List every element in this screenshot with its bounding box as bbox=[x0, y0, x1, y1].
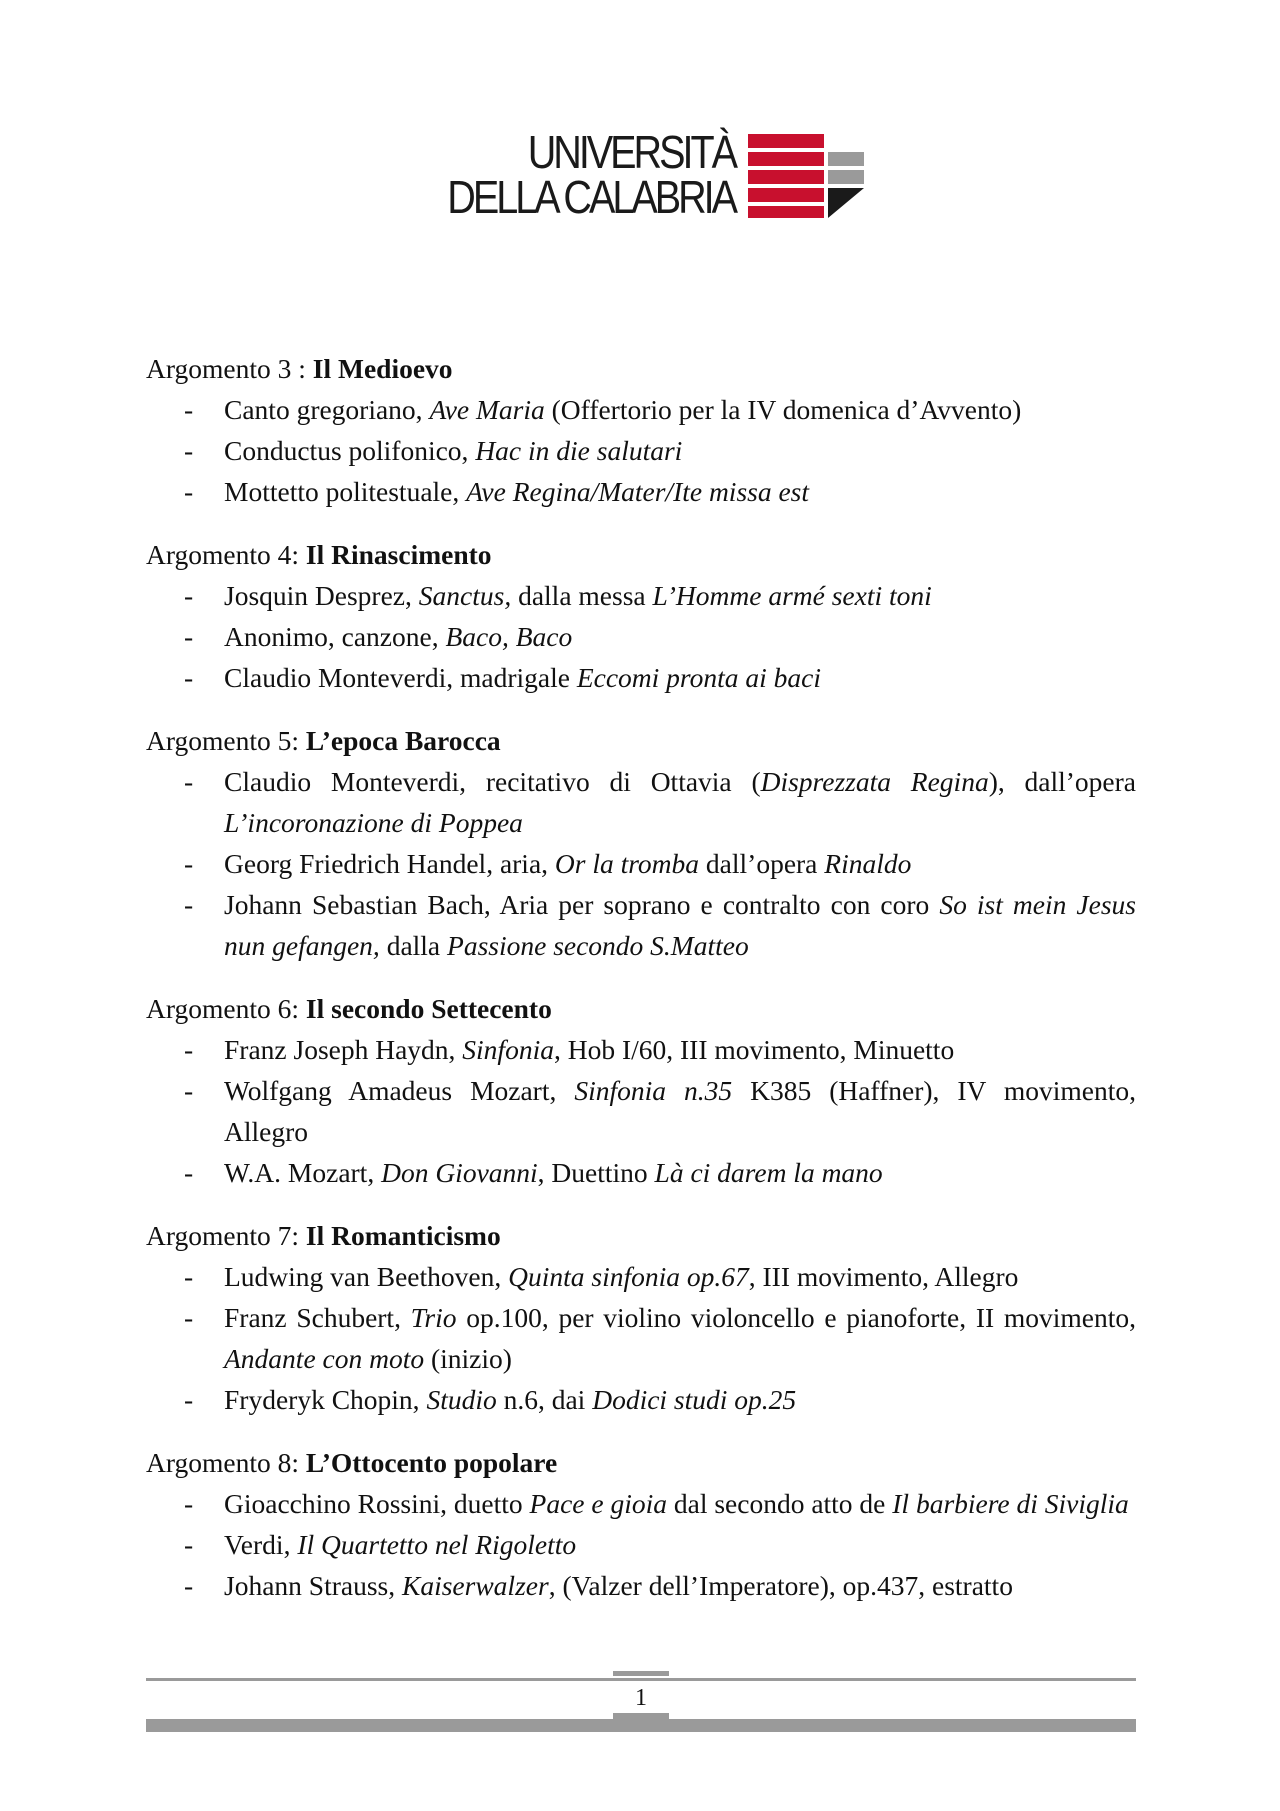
bullet-dash: - bbox=[184, 580, 194, 611]
item-text: (inizio) bbox=[424, 1343, 512, 1374]
topic-label: Argomento 7: bbox=[146, 1220, 306, 1251]
work-title: Don Giovanni bbox=[381, 1157, 538, 1188]
topic-title: L’epoca Barocca bbox=[305, 725, 501, 756]
item-text: Canto gregoriano, bbox=[224, 394, 430, 425]
work-title: Passione secondo S.Matteo bbox=[447, 930, 749, 961]
item-text: dal secondo atto de bbox=[666, 1488, 893, 1519]
topic-section bbox=[146, 348, 1136, 512]
item-text: W.A. Mozart, bbox=[224, 1157, 382, 1188]
item-text: Josquin Desprez, bbox=[224, 580, 419, 611]
bullet-dash: - bbox=[184, 1261, 194, 1292]
work-title: L’Homme armé sexti toni bbox=[652, 580, 932, 611]
work-title: Dodici studi op.25 bbox=[592, 1384, 797, 1415]
logo-line-1: UNIVERSITÀ bbox=[527, 126, 735, 178]
topic-heading bbox=[146, 1442, 1136, 1483]
logo-mark-icon bbox=[748, 134, 868, 218]
work-title: So ist mein Jesus nun gefangen, bbox=[224, 889, 1136, 961]
topic-label: Argomento 6: bbox=[146, 993, 306, 1024]
logo-line-2: DELLA CALABRIA bbox=[447, 171, 735, 223]
topic-title: Il Rinascimento bbox=[305, 539, 492, 570]
piece-list bbox=[146, 1483, 1136, 1606]
list-item bbox=[146, 1565, 1136, 1606]
item-text: op.100, per violino violoncello e pianoforte, II movimento, bbox=[456, 1302, 1136, 1333]
topic-heading bbox=[146, 534, 1136, 575]
list-item bbox=[146, 1070, 1136, 1152]
list-item bbox=[146, 1297, 1136, 1379]
work-title: Quinta sinfonia op.67 bbox=[508, 1261, 749, 1292]
bullet-dash: - bbox=[184, 662, 194, 693]
item-text: Claudio Monteverdi, recitativo di Ottavia ( bbox=[224, 766, 761, 797]
work-title: Or la tromba bbox=[554, 848, 700, 879]
piece-list bbox=[146, 1029, 1136, 1193]
list-item bbox=[146, 884, 1136, 966]
topic-section bbox=[146, 534, 1136, 698]
bullet-dash: - bbox=[184, 1570, 194, 1601]
work-title: Disprezzata Regina bbox=[760, 766, 989, 797]
item-text: dall’opera bbox=[699, 848, 825, 879]
bullet-dash: - bbox=[184, 394, 194, 425]
list-item bbox=[146, 1524, 1136, 1565]
topic-heading bbox=[146, 988, 1136, 1029]
work-title: Sanctus, bbox=[418, 580, 512, 611]
list-item bbox=[146, 1029, 1136, 1070]
work-title: Studio bbox=[426, 1384, 497, 1415]
footer-bar bbox=[146, 1719, 1136, 1732]
topic-section bbox=[146, 1215, 1136, 1420]
item-text: , III movimento, Allegro bbox=[748, 1261, 1019, 1292]
work-title: Sinfonia bbox=[462, 1034, 554, 1065]
topic-label: Argomento 8: bbox=[146, 1447, 306, 1478]
item-text: (Offertorio per la IV domenica d’Avvento) bbox=[544, 394, 1022, 425]
list-item bbox=[146, 1256, 1136, 1297]
bullet-dash: - bbox=[184, 1157, 194, 1188]
item-text: Franz Joseph Haydn, bbox=[224, 1034, 463, 1065]
piece-list bbox=[146, 389, 1136, 512]
topic-section bbox=[146, 988, 1136, 1193]
item-text: , Hob I/60, III movimento, Minuetto bbox=[553, 1034, 955, 1065]
bullet-dash: - bbox=[184, 848, 194, 879]
bullet-dash: - bbox=[184, 476, 194, 507]
topic-label: Argomento 3 : bbox=[146, 353, 313, 384]
topic-heading bbox=[146, 348, 1136, 389]
logo-wordmark bbox=[447, 126, 735, 223]
topic-heading bbox=[146, 1215, 1136, 1256]
item-text: ), dall’opera bbox=[988, 766, 1137, 797]
bullet-dash: - bbox=[184, 889, 194, 920]
topic-title: L’Ottocento popolare bbox=[305, 1447, 558, 1478]
work-title: Baco, Baco bbox=[445, 621, 573, 652]
list-item bbox=[146, 761, 1136, 843]
item-text: Fryderyk Chopin, bbox=[224, 1384, 427, 1415]
bullet-dash: - bbox=[184, 1302, 194, 1333]
topic-section bbox=[146, 1442, 1136, 1606]
list-item bbox=[146, 843, 1136, 884]
bullet-dash: - bbox=[184, 1529, 194, 1560]
item-text: Johann Strauss, bbox=[224, 1570, 402, 1601]
document-body bbox=[146, 348, 1136, 1628]
list-item bbox=[146, 1483, 1136, 1524]
bullet-dash: - bbox=[184, 1075, 194, 1106]
item-text: Verdi, bbox=[224, 1529, 298, 1560]
item-text: Georg Friedrich Handel, aria, bbox=[224, 848, 555, 879]
topic-section bbox=[146, 720, 1136, 966]
work-title: Trio bbox=[410, 1302, 457, 1333]
list-item bbox=[146, 1152, 1136, 1193]
work-title: Kaiserwalzer bbox=[402, 1570, 549, 1601]
work-title: Hac in die salutari bbox=[475, 435, 683, 466]
university-logo bbox=[400, 126, 870, 230]
work-title: Andante con moto bbox=[224, 1343, 425, 1374]
item-text: Wolfgang Amadeus Mozart, bbox=[224, 1075, 575, 1106]
list-item bbox=[146, 1379, 1136, 1420]
item-text: Ludwing van Beethoven, bbox=[224, 1261, 509, 1292]
work-title: Eccomi pronta ai baci bbox=[576, 662, 821, 693]
topic-title: Il Medioevo bbox=[312, 353, 453, 384]
piece-list bbox=[146, 761, 1136, 966]
work-title: Là ci darem la mano bbox=[654, 1157, 883, 1188]
list-item bbox=[146, 430, 1136, 471]
topic-heading bbox=[146, 720, 1136, 761]
item-text: K385 (Haffner), IV movimento, Allegro bbox=[224, 1075, 1137, 1147]
item-text: Claudio Monteverdi, madrigale bbox=[224, 662, 577, 693]
work-title: Rinaldo bbox=[824, 848, 912, 879]
work-title: Il barbiere di Siviglia bbox=[892, 1488, 1129, 1519]
item-text: Johann Sebastian Bach, Aria per soprano e contralto con coro bbox=[224, 889, 940, 920]
work-title: Ave Maria bbox=[429, 394, 545, 425]
work-title: Il Quartetto nel Rigoletto bbox=[297, 1529, 577, 1560]
item-text: Conductus polifonico, bbox=[224, 435, 476, 466]
bullet-dash: - bbox=[184, 1488, 194, 1519]
list-item bbox=[146, 616, 1136, 657]
piece-list bbox=[146, 575, 1136, 698]
list-item bbox=[146, 389, 1136, 430]
list-item bbox=[146, 471, 1136, 512]
work-title: Sinfonia n.35 bbox=[574, 1075, 733, 1106]
bullet-dash: - bbox=[184, 435, 194, 466]
list-item bbox=[146, 575, 1136, 616]
list-item bbox=[146, 657, 1136, 698]
bullet-dash: - bbox=[184, 1384, 194, 1415]
topic-title: Il secondo Settecento bbox=[305, 993, 552, 1024]
item-text: , Duettino bbox=[537, 1157, 655, 1188]
bullet-dash: - bbox=[184, 766, 194, 797]
footer-rule bbox=[146, 1678, 1136, 1681]
topic-label: Argomento 4: bbox=[146, 539, 306, 570]
topic-title: Il Romanticismo bbox=[305, 1220, 501, 1251]
item-text: Gioacchino Rossini, duetto bbox=[224, 1488, 530, 1519]
work-title: Pace e gioia bbox=[529, 1488, 667, 1519]
item-text: Anonimo, canzone, bbox=[224, 621, 446, 652]
item-text: n.6, dai bbox=[496, 1384, 593, 1415]
item-text: , (Valzer dell’Imperatore), op.437, estratto bbox=[548, 1570, 1013, 1601]
bullet-dash: - bbox=[184, 621, 194, 652]
bullet-dash: - bbox=[184, 1034, 194, 1065]
item-text: Franz Schubert, bbox=[224, 1302, 411, 1333]
footer-tab-top bbox=[613, 1671, 669, 1676]
item-text: dalla messa bbox=[511, 580, 653, 611]
item-text: dalla bbox=[379, 930, 448, 961]
piece-list bbox=[146, 1256, 1136, 1420]
item-text: Mottetto politestuale, bbox=[224, 476, 467, 507]
work-title: Ave Regina/Mater/Ite missa est bbox=[466, 476, 810, 507]
work-title: L’incoronazione di Poppea bbox=[224, 807, 523, 838]
topic-label: Argomento 5: bbox=[146, 725, 306, 756]
page-number: 1 bbox=[635, 1685, 647, 1711]
